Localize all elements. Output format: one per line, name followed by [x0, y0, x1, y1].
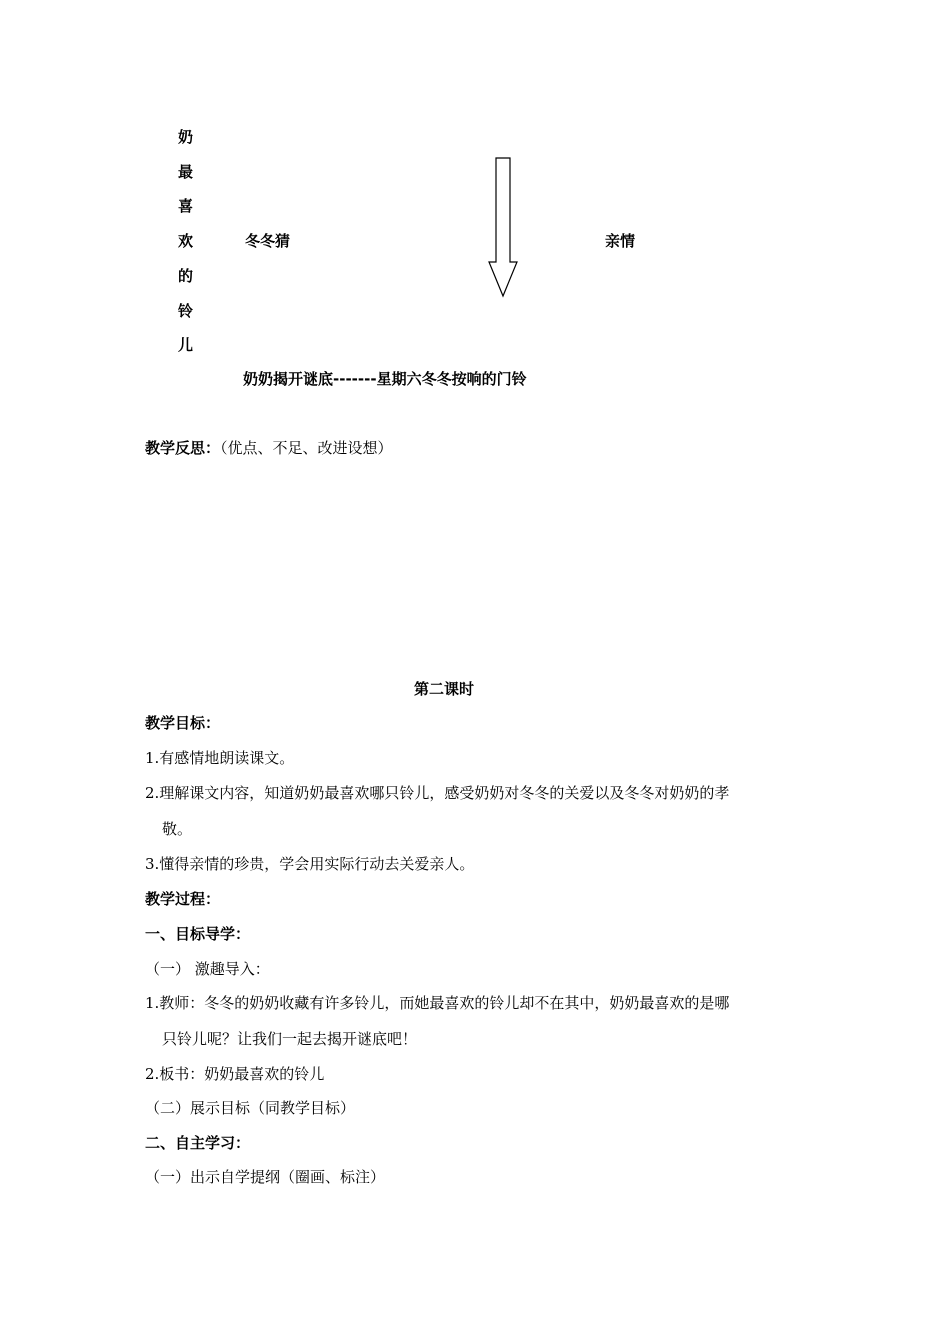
- goal-2-line2: 敬。: [162, 820, 193, 838]
- section-2-heading: 二、自主学习：: [145, 1134, 251, 1152]
- vertical-title-char: 欢: [178, 232, 194, 250]
- subsection-1: （一） 激趣导入：: [145, 960, 270, 978]
- lesson2-title: 第二课时: [414, 680, 475, 698]
- vertical-title-char: 铃: [178, 302, 194, 320]
- vertical-title-char: 喜: [178, 197, 194, 215]
- goals-heading: 教学目标：: [145, 714, 221, 732]
- goal-1: 1.有感情地朗读课文。: [145, 749, 295, 767]
- vertical-title-char: 儿: [178, 336, 194, 354]
- reflection-line: [145, 441, 393, 456]
- down-arrow-icon: [486, 156, 520, 300]
- vertical-title-char: 的: [178, 267, 194, 285]
- diagram-bottom-label: 奶奶揭开谜底-------星期六冬冬按响的门铃: [243, 370, 527, 388]
- item-1-line2: 只铃儿呢？让我们一起去揭开谜底吧！: [162, 1030, 418, 1048]
- process-heading: 教学过程：: [145, 890, 221, 908]
- goal-3: 3.懂得亲情的珍贵，学会用实际行动去关爱亲人。: [145, 855, 475, 873]
- diagram-left-label: 冬冬猜: [245, 232, 291, 250]
- item-2: 2.板书：奶奶最喜欢的铃儿: [145, 1065, 325, 1083]
- goal-2-line1: 2.理解课文内容，知道奶奶最喜欢哪只铃儿，感受奶奶对冬冬的关爱以及冬冬对奶奶的孝: [145, 784, 730, 802]
- reflection-note: （优点、不足、改进设想）: [220, 439, 393, 457]
- vertical-title-char: 最: [178, 163, 194, 181]
- subsection-2: （二）展示目标（同教学目标）: [145, 1099, 356, 1117]
- vertical-title-char: 奶: [178, 128, 194, 146]
- subsection-3: （一）出示自学提纲（圈画、标注）: [145, 1168, 386, 1186]
- diagram-right-label: 亲情: [605, 232, 636, 250]
- reflection-label: 教学反思：: [145, 439, 221, 457]
- section-1-heading: 一、目标导学：: [145, 925, 251, 943]
- item-1-line1: 1.教师：冬冬的奶奶收藏有许多铃儿，而她最喜欢的铃儿却不在其中，奶奶最喜欢的是哪: [145, 994, 730, 1012]
